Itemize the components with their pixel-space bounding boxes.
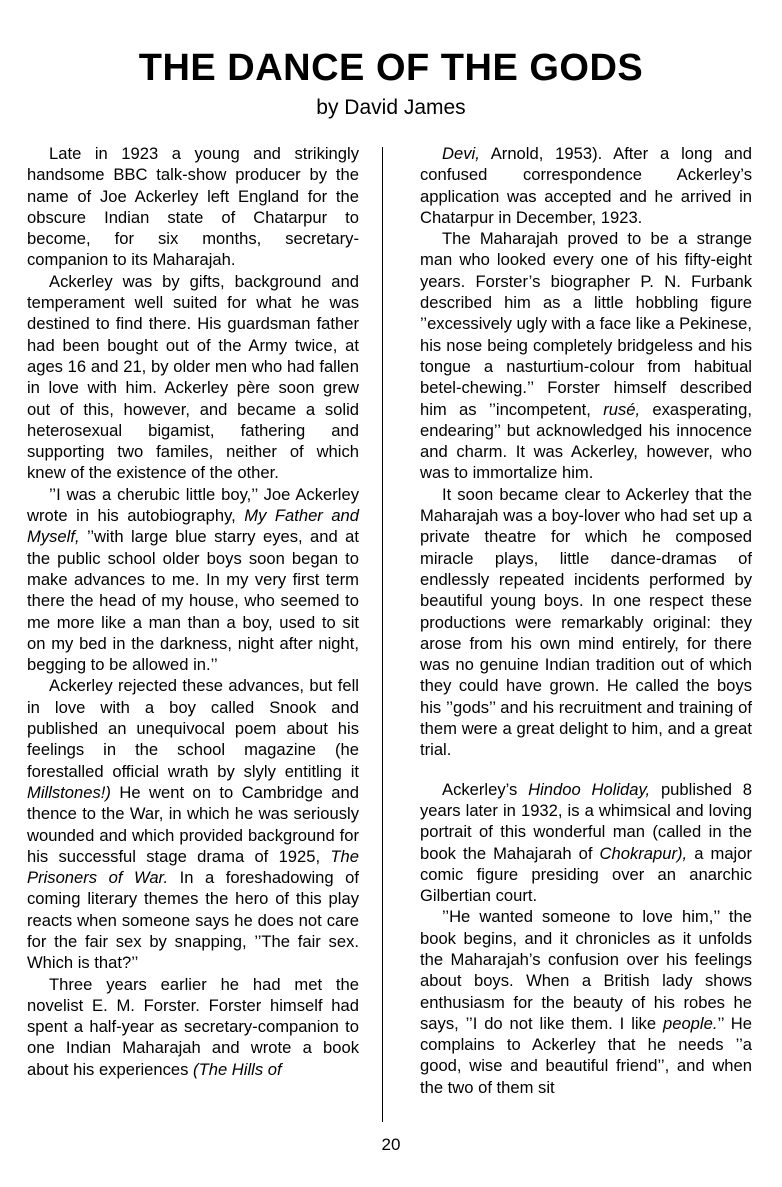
paragraph-text: ’’with large blue starry eyes, and at the public school older boys soon began to make advances to me. In my very first term there the head of my house, who seemed to me more like a man than a boy, used to sit on my bed in the darkness, night after night, begging to be allowed in.’’	[27, 527, 359, 675]
paragraph-text: Ackerley’s	[442, 779, 529, 799]
paragraph-text: Three years earlier he had met the novelist E. M. Forster. Forster himself had spent a half-year as secretary-companion to one Indian Maharajah and wrote a book about his experiences	[27, 974, 359, 1079]
italic-title: My Father and Myself,	[27, 506, 360, 547]
article-paragraph	[420, 779, 752, 907]
article-paragraph	[420, 228, 752, 484]
italic-title: people.	[662, 1013, 718, 1033]
article-paragraph	[420, 143, 752, 228]
article-paragraph	[420, 484, 752, 761]
column-right	[420, 143, 752, 1098]
italic-title: Devi,	[442, 144, 480, 163]
paragraph-text: He went on to Cambridge and thence to the War, in which he was seriously wounded and which provided background for his successful stage drama of 1925,	[27, 782, 359, 866]
article-paragraph	[27, 675, 359, 973]
body-columns	[27, 143, 752, 1123]
paragraph-text: ’’ He complains to Ackerley that he needs ’’a good, wise and beautiful friend’’, and when the two of them sit	[420, 1013, 752, 1097]
article-paragraph	[27, 271, 359, 484]
paragraph-text: Ackerley was by gifts, background and temperament well suited for what he was destined to find there. His guardsman father had been bought out of the Army twice, at ages 16 and 21, by older men who had fallen in love with him. Ackerley père soon grew out of this, however, and became a solid heterosexual bigamist, fathering and supporting two familes, neither of which knew of the existence of the other.	[27, 271, 359, 483]
paragraph-text: ’’I was a cherubic little boy,’’ Joe Ackerley wrote in his autobiography,	[27, 484, 359, 526]
paragraph-text: Late in 1923 a young and strikingly handsome BBC talk-show producer by the name of Joe Ackerley left England for the obscure Indian state of Chatarpur to become, for six months, secretary-companion to its Maharajah.	[27, 144, 359, 270]
paragraph-text: ’’He wanted someone to love him,’’ the book begins, and it chronicles as it unfolds the Maharajah’s confusion over his feelings about boys. When a British lady shows enthusiasm for the beauty of his robes he says, ’’I do not like them. I like	[420, 907, 752, 1033]
article-paragraph	[27, 974, 359, 1080]
italic-title: (The Hills of	[193, 1059, 282, 1079]
byline: by David James	[316, 96, 466, 119]
column-left	[27, 143, 359, 1080]
paragraph-text: In a foreshadowing of coming literary themes the hero of this play reacts when someone says he does not care for the fair sex by snapping, ’’The fair sex. Which is that?’’	[27, 868, 359, 973]
italic-title: The Prisoners of War.	[27, 846, 359, 888]
paragraph-text: It soon became clear to Ackerley that the Maharajah was a boy-lover who had set up a private theatre for which he composed miracle plays, little dance-dramas of endlessly repeated incidents performed by beautiful young boys. In one respect these productions were remarkably original: they arose from his own mind entirely, for there was no genuine Indian tradition out of which they could have grown. He called the boys his ’’gods’’ and his recruitment and training of them were a great delight to him, and a great trial.	[420, 484, 752, 760]
article-paragraph	[420, 906, 752, 1098]
paragraph-text: a major comic figure presiding over an anarchic Gilbertian court.	[420, 843, 752, 906]
paragraph-text: Ackerley rejected these advances, but fell in love with a boy called Snook and published an unequivocal poem about his feelings in the school magazine (he forestalled official wrath by slyly entitling it	[27, 676, 359, 781]
article-paragraph	[27, 484, 359, 676]
italic-title: Chokrapur),	[599, 843, 688, 863]
page-title: THE DANCE OF THE GODS	[138, 47, 644, 90]
page-number: 20	[381, 1135, 401, 1154]
italic-title: Hindoo Holiday,	[528, 779, 651, 799]
paragraph-text: The Maharajah proved to be a strange man who looked every one of his fifty-eight years. Forster’s biographer P. N. Furbank described him as a little hobbling figure ’’excessively ugly with a face like a Pekinese, his nose being completely bridgeless and his tongue a nasturtium-colour from habitual betel-chewing.’’ Forster himself described him as ’’incompetent,	[420, 229, 752, 419]
paragraph-text: exasperating, endearing’’ but acknowledged his innocence and charm. It was Ackerley, however, who was to immortalize him.	[420, 399, 752, 483]
article-paragraph	[27, 143, 359, 271]
italic-title: Millstones!)	[27, 782, 111, 802]
paragraph-text: published 8 years later in 1932, is a whimsical and loving portrait of this wonderful man (called in the book the Mahajarah of	[420, 779, 752, 863]
paragraph-text: Arnold, 1953). After a long and confused correspondence Ackerley’s application was accepted and he arrived in Chatarpur in December, 1923.	[420, 144, 752, 227]
italic-title: rusé,	[603, 399, 641, 419]
